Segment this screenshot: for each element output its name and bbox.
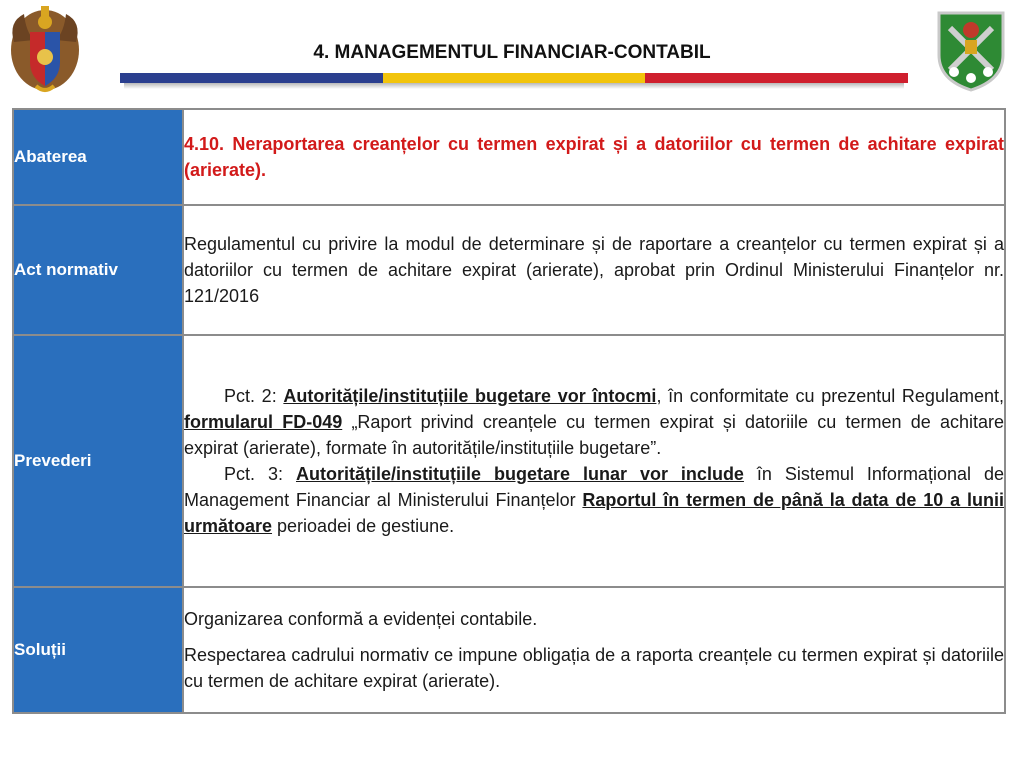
- solutie-item: Organizarea conformă a evidenței contabile.: [184, 609, 538, 629]
- pct-3-suffix: perioadei de gestiune.: [272, 516, 455, 536]
- row-label-prevederi: Prevederi: [13, 335, 183, 587]
- row-act-normativ: [13, 205, 1005, 335]
- pct-2-form-name: formularul FD-049: [184, 412, 343, 432]
- row-solutii: [13, 587, 1005, 713]
- stripe-shadow: [124, 83, 904, 89]
- slide-header: [0, 0, 1024, 100]
- row-label-abaterea: Abaterea: [13, 109, 183, 205]
- solutii-text: [183, 587, 1005, 713]
- pct-3-deadline: Raportul în termen de până la data de 10 a lunii următoare: [184, 490, 1004, 536]
- row-prevederi: [13, 335, 1005, 587]
- pct-2-prefix: Pct. 2:: [224, 386, 284, 406]
- act-normativ-paragraph: Regulamentul cu privire la modul de determinare și de raportare a creanțelor cu termen expirat și a datoriilor cu termen de achitare expirat (arierate), aprobat prin Ordinul Ministerului Finanțelor nr. 121/2016: [184, 234, 1004, 306]
- prevederi-pct-2: [184, 383, 1004, 461]
- deviation-text: [183, 109, 1005, 205]
- act-normativ-text: [183, 205, 1005, 335]
- prevederi-text: [183, 335, 1005, 587]
- green-shield-emblem-icon: [936, 10, 1006, 92]
- pct-2-middle: , în conformitate cu prezentul Regulament,: [656, 386, 1004, 406]
- row-abaterea: [13, 109, 1005, 205]
- prevederi-pct-3: [184, 461, 1004, 539]
- pct-3-middle: în Sistemul Informațional de Management Financiar al Ministerului Finanțelor: [184, 464, 1004, 510]
- pct-2-suffix: „Raport privind creanțele cu termen expirat și datoriile cu termen de achitare expirat (arierate), formate în autoritățile/instituțiile bugetare”.: [184, 412, 1004, 458]
- row-label-act-normativ: Act normativ: [13, 205, 183, 335]
- pct-2-emphasis: Autoritățile/instituțiile bugetare vor întocmi: [283, 386, 657, 406]
- pct-3-prefix: Pct. 3:: [224, 464, 296, 484]
- deviation-title: 4.10. Neraportarea creanțelor cu termen expirat și a datoriilor cu termen de achitare expirat (arierate).: [184, 134, 1004, 180]
- pct-3-emphasis: Autoritățile/instituțiile bugetare lunar vor include: [295, 464, 744, 484]
- page-title: 4. MANAGEMENTUL FINANCIAR-CONTABIL: [313, 42, 711, 63]
- solutie-item: Respectarea cadrului normativ ce impune obligația de a raporta creanțele cu termen expirat și datoriile cu termen de achitare expirat (arierate).: [184, 645, 1004, 691]
- audit-table: [12, 108, 1006, 714]
- tricolor-stripe: [120, 73, 908, 83]
- row-label-solutii: Soluții: [13, 587, 183, 713]
